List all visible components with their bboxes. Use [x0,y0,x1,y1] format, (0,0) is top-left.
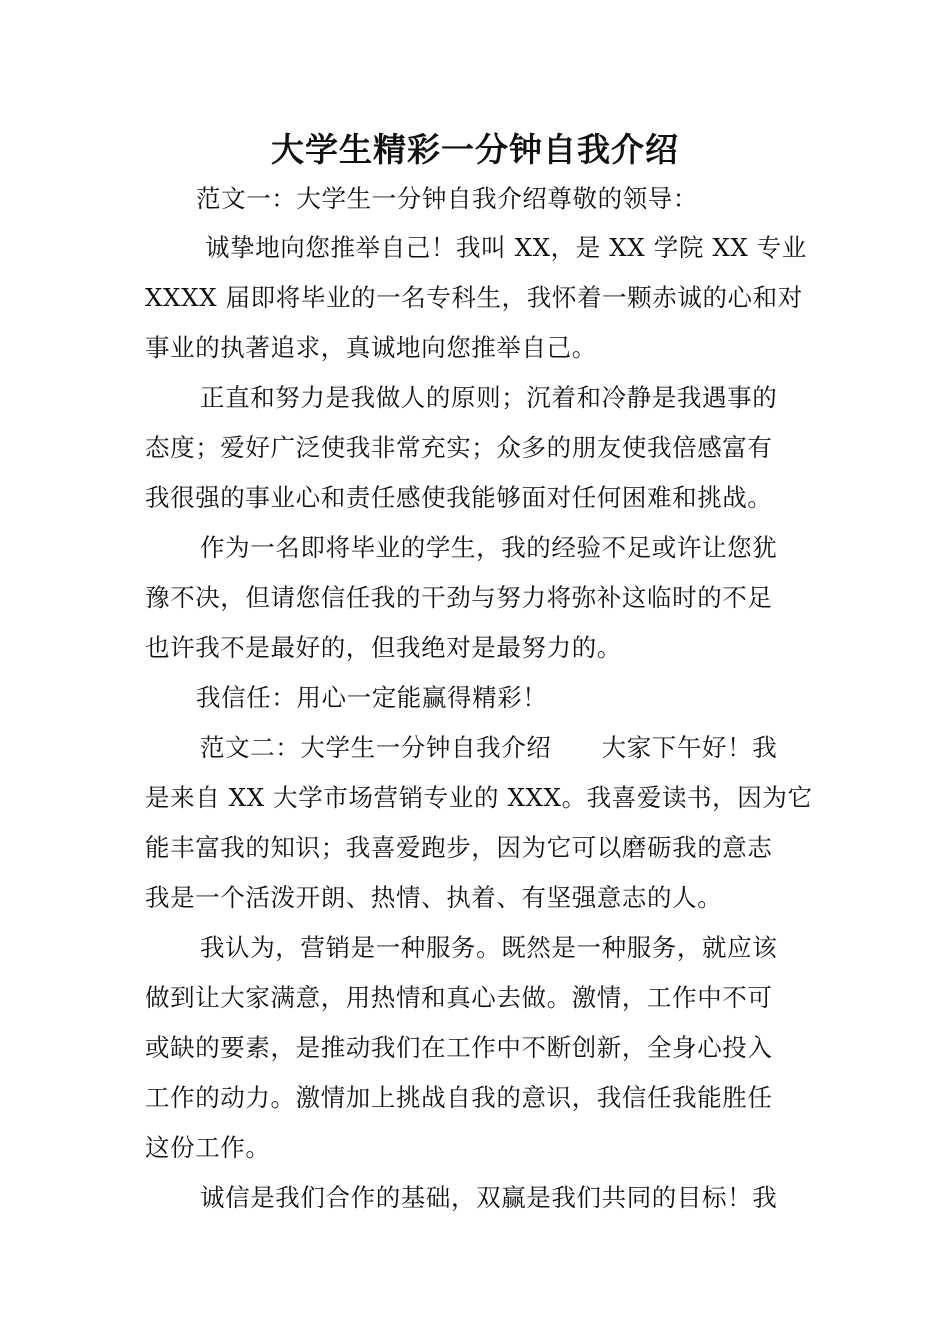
paragraph-line: 事业的执著追求，真诚地向您推举自己。 [145,333,597,362]
document-title: 大学生精彩一分钟自我介绍 [271,130,679,169]
paragraph-line: 正直和努力是我做人的原则；沉着和冷静是我遇事的 [200,383,778,412]
paragraph-line: XXXX 届即将毕业的一名专科生，我怀着一颗赤诚的心和对 [145,283,803,312]
paragraph-line: 诚挚地向您推举自己！我叫 XX，是 XX 学院 XX 专业 [205,233,807,262]
paragraph-line: 做到让大家满意，用热情和真心去做。激情，工作中不可 [145,983,773,1012]
paragraph-line: 也许我不是最好的，但我绝对是最努力的。 [145,633,622,662]
paragraph-line: 我很强的事业心和责任感使我能够面对任何困难和挑战。 [145,483,773,512]
paragraph-line: 工作的动力。激情加上挑战自我的意识，我信任我能胜任 [145,1083,773,1112]
paragraph-line: 我信任：用心一定能赢得精彩！ [196,683,548,712]
paragraph-line: 态度；爱好广泛使我非常充实；众多的朋友使我倍感富有 [145,433,773,462]
paragraph-line: 我是一个活泼开朗、热情、执着、有坚强意志的人。 [145,883,723,912]
paragraph-line: 豫不决，但请您信任我的干劲与努力将弥补这临时的不足 [145,583,773,612]
paragraph-line: 我认为，营销是一种服务。既然是一种服务，就应该 [200,933,778,962]
paragraph-line: 诚信是我们合作的基础，双赢是我们共同的目标！我 [200,1183,778,1212]
paragraph-line: 能丰富我的知识；我喜爱跑步，因为它可以磨砺我的意志 [145,833,773,862]
paragraph-line: 范文一：大学生一分钟自我介绍尊敬的领导： [196,184,698,213]
paragraph-line: 作为一名即将毕业的学生，我的经验不足或许让您犹 [200,533,778,562]
paragraph-line: 范文二：大学生一分钟自我介绍 大家下午好！我 [200,733,778,762]
paragraph-line: 是来自 XX 大学市场营销专业的 XXX。我喜爱读书，因为它 [145,783,813,812]
paragraph-line: 或缺的要素，是推动我们在工作中不断创新，全身心投入 [145,1033,773,1062]
paragraph-line: 这份工作。 [145,1133,271,1162]
